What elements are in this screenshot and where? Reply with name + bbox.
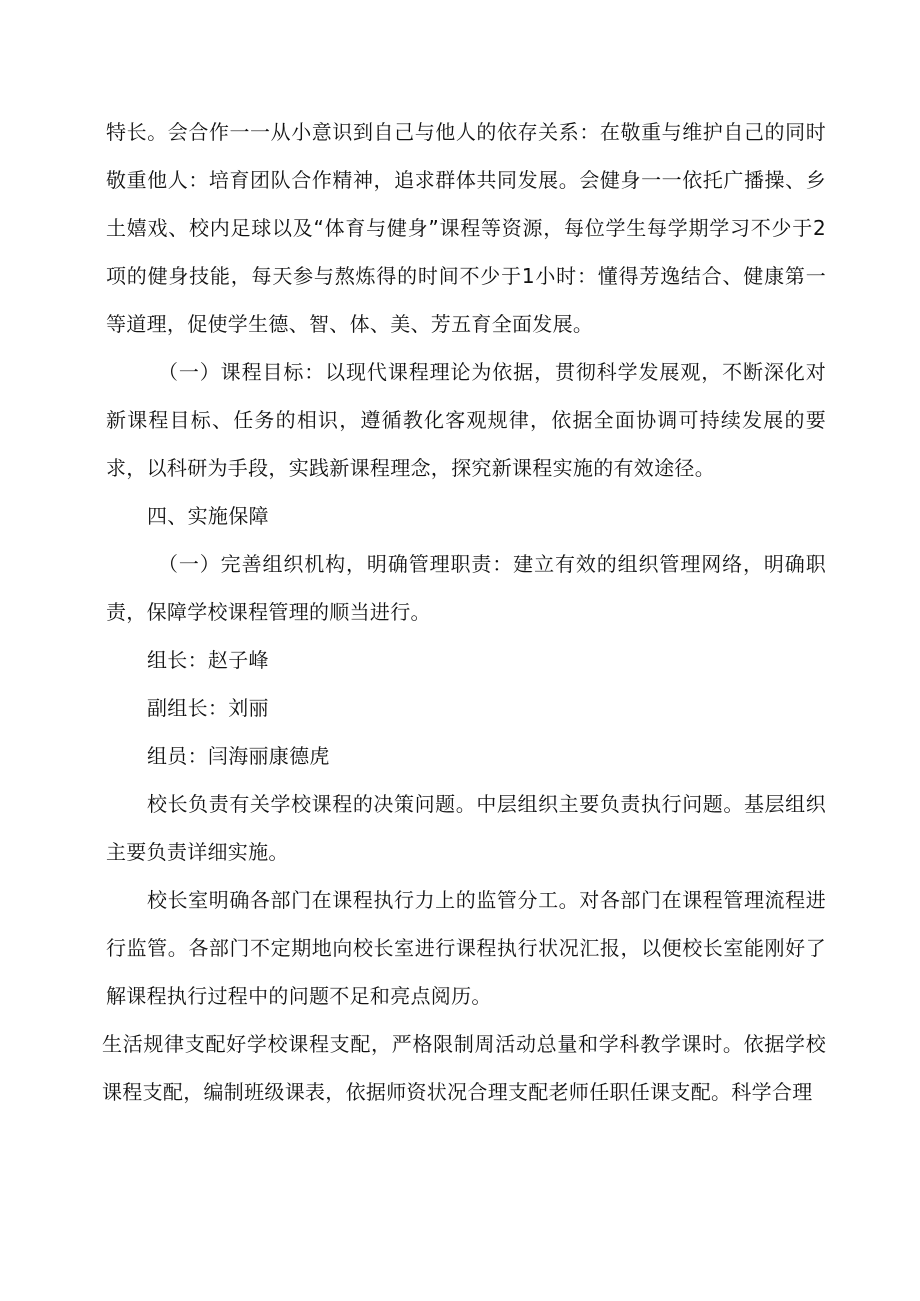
paragraph-principal-duties: 校长负责有关学校课程的决策问题。中层组织主要负责执行问题。基层组织主要负责详细实施。 [106,792,826,864]
paragraph-organization: （一）完善组织机构，明确管理职责：建立有效的组织管理网络，明确职责，保障学校课程管理的顺当进行。 [106,552,826,624]
paragraph-supervision: 校长室明确各部门在课程执行力上的监管分工。对各部门在课程管理流程进行监管。各部门不定期地向校长室进行课程执行状况汇报，以便校长室能刚好了解课程执行过程中的问题不足和亮点阅历。 [106,888,826,1008]
line-deputy-leader: 副组长：刘丽 [147,696,269,720]
line-group-leader: 组长：赵子峰 [147,648,269,672]
document-body [102,108,826,1116]
paragraph-continuation: 特长。会合作一一从小意识到自己与他人的依存关系：在敬重与维护自己的同时敬重他人：培育团队合作精神，追求群体共同发展。会健身一一依托广播操、乡土嬉戏、校内足球以及“体育与健身”课程等资源，每位学生每学期学习不少于2项的健身技能，每天参与熬炼得的时间不少于1小时：懂得芳逸结合、健康第一等道理，促使学生德、智、体、美、芳五育全面发展。 [106,120,826,336]
line-members: 组员：闫海丽康德虎 [147,744,330,768]
paragraph-scheduling: 生活规律支配好学校课程支配，严格限制周活动总量和学科教学课时。依据学校课程支配，编制班级课表，依据师资状况合理支配老师任职任课支配。科学合理 [102,1032,826,1104]
section-heading-implementation: 四、实施保障 [147,504,269,528]
paragraph-course-goal: （一）课程目标：以现代课程理论为依据，贯彻科学发展观，不断深化对新课程目标、任务的相识，遵循教化客观规律，依据全面协调可持续发展的要求，以科研为手段，实践新课程理念，探究新课程实施的有效途径。 [106,360,826,480]
